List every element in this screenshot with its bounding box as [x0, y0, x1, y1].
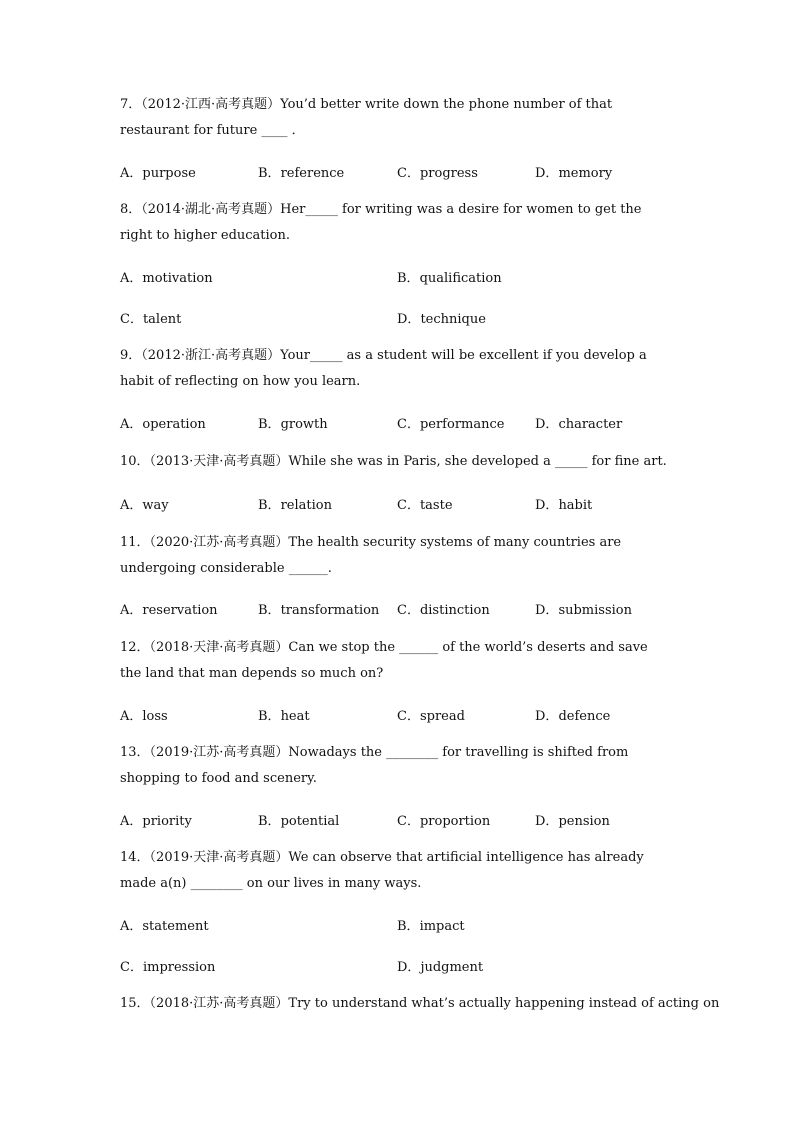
question-15	[120, 991, 720, 1017]
question-source: （2012·江西·高考真题）	[141, 97, 281, 112]
question-source: （2013·天津·高考真题）	[149, 454, 289, 469]
option-d[interactable]	[397, 956, 483, 975]
option-letter: D．	[535, 166, 559, 181]
option-text: impact	[419, 919, 465, 934]
question-number: 13．	[120, 745, 150, 760]
option-a[interactable]	[120, 267, 213, 286]
stem-text: Her	[280, 202, 306, 217]
question-8	[120, 197, 670, 249]
stem-text: Nowadays the	[288, 745, 382, 760]
option-letter: A．	[120, 271, 143, 286]
option-letter: C．	[397, 166, 420, 181]
question-number: 11．	[120, 535, 150, 550]
option-text: operation	[142, 417, 206, 432]
question-stem	[120, 197, 670, 249]
stem-text-after: for fine art.	[591, 454, 667, 469]
answer-blank: _____	[310, 348, 343, 363]
option-letter: C．	[397, 498, 420, 513]
option-c[interactable]	[120, 956, 215, 975]
option-a[interactable]	[120, 162, 196, 181]
option-letter: B．	[258, 603, 281, 618]
question-stem	[120, 740, 670, 792]
option-letter: C．	[120, 960, 143, 975]
question-source: （2018·江苏·高考真题）	[149, 996, 289, 1011]
option-c[interactable]	[397, 494, 453, 513]
option-letter: C．	[120, 312, 143, 327]
question-stem	[120, 343, 670, 395]
option-letter: D．	[535, 814, 559, 829]
stem-text: Try to understand what’s actually happening instead of acting on	[288, 996, 720, 1011]
options-row	[120, 413, 680, 433]
option-b[interactable]	[397, 915, 465, 934]
option-c[interactable]	[397, 413, 504, 432]
option-letter: A．	[120, 919, 143, 934]
question-number: 9．	[120, 348, 142, 363]
stem-text-after: ．	[291, 123, 305, 138]
option-letter: D．	[535, 417, 559, 432]
option-b[interactable]	[258, 599, 379, 618]
option-text: defence	[558, 709, 611, 724]
answer-blank: _____	[305, 202, 338, 217]
option-letter: B．	[397, 271, 420, 286]
option-letter: A．	[120, 498, 143, 513]
stem-text-after: .	[327, 561, 332, 576]
stem-text: You’d better write down the phone number of that restaurant for future	[120, 97, 613, 138]
option-text: habit	[558, 498, 593, 513]
answer-blank: ______	[288, 561, 328, 576]
option-letter: A．	[120, 709, 143, 724]
option-letter: A．	[120, 417, 143, 432]
option-letter: B．	[397, 919, 420, 934]
answer-blank: ________	[386, 745, 439, 760]
stem-text-after: on our lives in many ways.	[246, 876, 422, 891]
question-source: （2019·江苏·高考真题）	[149, 745, 289, 760]
stem-text: We can observe that artificial intelligence has already made a(n)	[120, 850, 644, 891]
option-text: purpose	[142, 166, 196, 181]
option-text: transformation	[280, 603, 380, 618]
option-text: performance	[419, 417, 505, 432]
stem-text: Your	[280, 348, 311, 363]
option-letter: D．	[535, 603, 559, 618]
question-number: 14．	[120, 850, 150, 865]
option-text: technique	[420, 312, 486, 327]
option-text: qualification	[419, 271, 502, 286]
question-source: （2018·天津·高考真题）	[149, 640, 289, 655]
option-d[interactable]	[535, 705, 610, 724]
option-d[interactable]	[535, 413, 622, 432]
question-number: 8．	[120, 202, 142, 217]
question-source: （2012·浙江·高考真题）	[141, 348, 281, 363]
option-letter: D．	[535, 498, 559, 513]
answer-blank: ____	[261, 123, 288, 138]
option-letter: C．	[397, 417, 420, 432]
stem-text-after: as a student will be excellent if you develop a habit of reflecting on how you learn.	[120, 348, 647, 389]
option-a[interactable]	[120, 705, 168, 724]
answer-blank: ________	[190, 876, 243, 891]
option-letter: A．	[120, 603, 143, 618]
option-letter: D．	[397, 960, 421, 975]
option-text: loss	[142, 709, 168, 724]
option-b[interactable]	[258, 413, 328, 432]
options-row-2	[120, 956, 680, 976]
option-c[interactable]	[397, 162, 478, 181]
option-a[interactable]	[120, 494, 169, 513]
option-text: reservation	[142, 603, 218, 618]
option-b[interactable]	[258, 494, 332, 513]
option-d[interactable]	[535, 494, 592, 513]
option-d[interactable]	[535, 599, 632, 618]
options-row	[120, 599, 680, 619]
option-d[interactable]	[397, 308, 486, 327]
question-12	[120, 635, 670, 687]
option-c[interactable]	[397, 599, 490, 618]
option-letter: A．	[120, 166, 143, 181]
option-letter: B．	[258, 498, 281, 513]
options-row-2	[120, 308, 680, 328]
option-text: spread	[419, 709, 465, 724]
option-d[interactable]	[535, 162, 612, 181]
option-letter: B．	[258, 709, 281, 724]
option-text: pension	[558, 814, 610, 829]
option-b[interactable]	[397, 267, 502, 286]
option-text: impression	[142, 960, 216, 975]
option-text: talent	[142, 312, 182, 327]
option-a[interactable]	[120, 915, 209, 934]
question-stem	[120, 991, 720, 1017]
question-stem	[120, 449, 670, 475]
option-text: submission	[558, 603, 632, 618]
option-text: priority	[142, 814, 192, 829]
question-stem	[120, 92, 670, 144]
option-a[interactable]	[120, 599, 218, 618]
stem-text: While she was in Paris, she developed a	[288, 454, 551, 469]
option-text: potential	[280, 814, 340, 829]
option-text: memory	[558, 166, 613, 181]
option-text: judgment	[420, 960, 484, 975]
option-c[interactable]	[397, 705, 465, 724]
option-c[interactable]	[120, 308, 181, 327]
stem-text-after: for writing was a desire for women to get the right to higher education.	[120, 202, 642, 243]
options-row-1	[120, 267, 680, 287]
option-c[interactable]	[397, 810, 490, 829]
stem-text-after: for travelling is shifted from shopping to food and scenery.	[120, 745, 629, 786]
option-text: reference	[280, 166, 345, 181]
question-13	[120, 740, 670, 792]
answer-blank: ______	[399, 640, 439, 655]
option-letter: D．	[397, 312, 421, 327]
option-text: heat	[280, 709, 310, 724]
option-text: motivation	[142, 271, 213, 286]
option-d[interactable]	[535, 810, 610, 829]
option-letter: C．	[397, 603, 420, 618]
question-7	[120, 92, 670, 144]
answer-blank: _____	[554, 454, 588, 469]
option-b[interactable]	[258, 705, 310, 724]
question-number: 12．	[120, 640, 150, 655]
stem-text: The health security systems of many countries are undergoing considerable	[120, 535, 622, 576]
question-stem	[120, 635, 670, 687]
option-letter: C．	[397, 709, 420, 724]
option-text: relation	[280, 498, 332, 513]
question-source: （2014·湖北·高考真题）	[141, 202, 281, 217]
option-text: way	[142, 498, 169, 513]
question-14	[120, 845, 670, 897]
option-text: growth	[280, 417, 328, 432]
option-b[interactable]	[258, 810, 339, 829]
options-row	[120, 162, 680, 182]
options-row-1	[120, 915, 680, 935]
stem-text: Can we stop the	[288, 640, 396, 655]
option-b[interactable]	[258, 162, 344, 181]
question-stem	[120, 845, 670, 897]
option-text: distinction	[419, 603, 490, 618]
question-10	[120, 449, 670, 475]
option-text: progress	[419, 166, 478, 181]
question-number: 10．	[120, 454, 150, 469]
question-9	[120, 343, 670, 395]
question-number: 15．	[120, 996, 150, 1011]
option-letter: B．	[258, 166, 281, 181]
option-text: proportion	[419, 814, 491, 829]
option-letter: B．	[258, 814, 281, 829]
question-number: 7．	[120, 97, 142, 112]
options-row	[120, 494, 680, 514]
option-letter: C．	[397, 814, 420, 829]
question-source: （2020·江苏·高考真题）	[149, 535, 289, 550]
option-a[interactable]	[120, 413, 206, 432]
option-text: taste	[419, 498, 453, 513]
question-11	[120, 530, 670, 582]
question-stem	[120, 530, 670, 582]
option-text: statement	[142, 919, 209, 934]
options-row	[120, 705, 680, 725]
stem-text-after: of the world’s deserts and save the land that man depends so much on?	[120, 640, 648, 681]
option-letter: B．	[258, 417, 281, 432]
options-row	[120, 810, 680, 830]
option-text: character	[558, 417, 623, 432]
option-letter: A．	[120, 814, 143, 829]
option-letter: D．	[535, 709, 559, 724]
question-source: （2019·天津·高考真题）	[149, 850, 289, 865]
option-a[interactable]	[120, 810, 192, 829]
